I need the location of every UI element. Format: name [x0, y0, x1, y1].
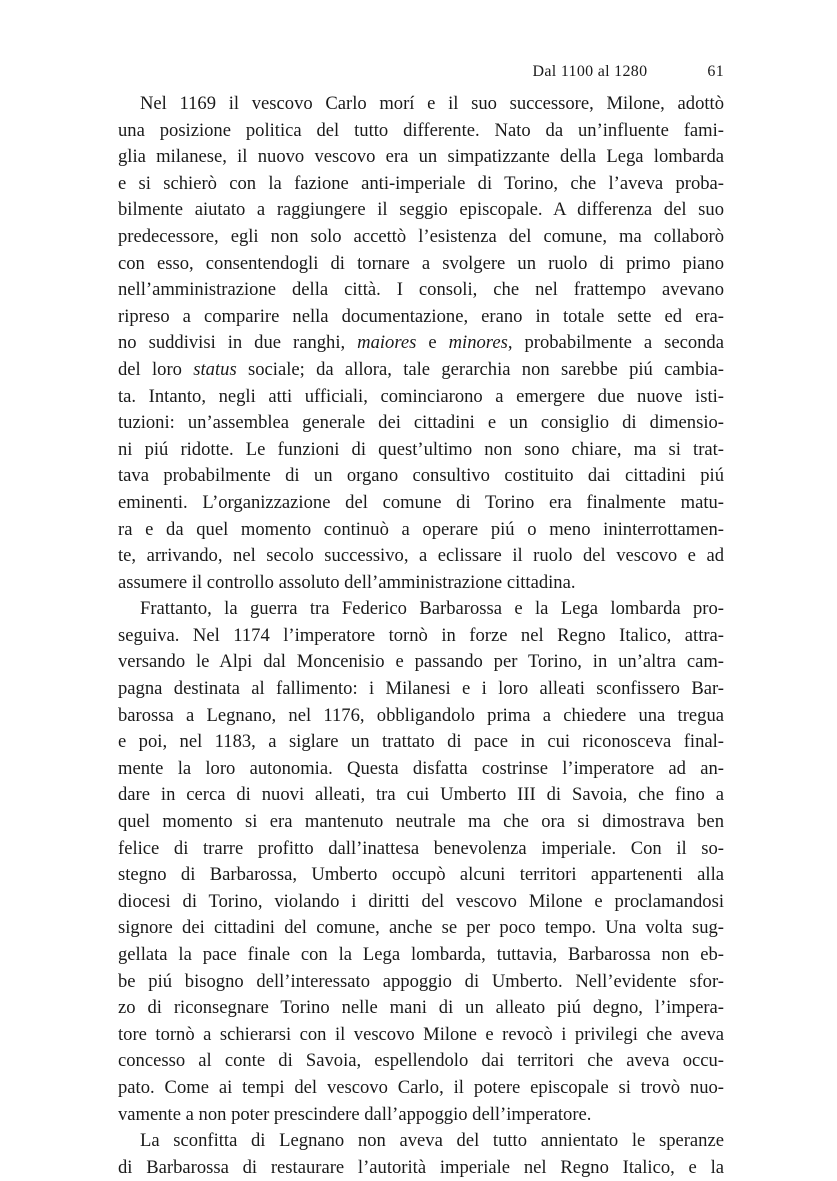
text-line: di Barbarossa di restaurare l’autorità imperiale nel Regno Italico, e la	[118, 1156, 724, 1178]
text-line: e si schierò con la fazione anti-imperiale di Torino, che l’aveva proba-	[118, 172, 724, 194]
paragraph	[118, 91, 724, 596]
text-line: dare in cerca di nuovi alleati, tra cui Umberto III di Savoia, che fino a	[118, 784, 724, 806]
text-line: mente la loro autonomia. Questa disfatta costrinse l’imperatore ad an-	[118, 757, 724, 779]
text-line: Nel 1169 il vescovo Carlo morí e il suo successore, Milone, adottò	[140, 93, 724, 114]
italic-term: minores	[448, 332, 508, 354]
text-line: tava probabilmente di un organo consultivo costituito dai cittadini piú	[118, 465, 724, 487]
text-line: gellata la pace finale con la Lega lombarda, tuttavia, Barbarossa non eb-	[118, 944, 724, 965]
text-line: pagna destinata al fallimento: i Milanesi e i loro alleati sconfissero Bar-	[118, 678, 724, 700]
text-line: nell’amministrazione della città. I consoli, che nel frattempo avevano	[118, 279, 724, 301]
italic-term: maiores	[357, 332, 417, 354]
text-line: eminenti. L’organizzazione del comune di Torino era finalmente matu-	[118, 491, 724, 513]
text-line: diocesi di Torino, violando i diritti del vescovo Milone e proclamandosi	[118, 890, 724, 912]
text-line: concesso al conte di Savoia, espellendolo dai territori che aveva occu-	[118, 1050, 724, 1072]
text-line: bilmente aiutato a raggiungere il seggio episcopale. A differenza del suo	[118, 199, 724, 221]
text-segment: sociale; da allora, tale gerarchia non sarebbe piú cambia-	[236, 358, 725, 380]
text-line: tuzioni: un’assemblea generale dei cittadini e un consiglio di dimensio-	[118, 412, 724, 434]
text-line: glia milanese, il nuovo vescovo era un simpatizzante della Lega lombarda	[118, 146, 724, 168]
text-line: pato. Come ai tempi del vescovo Carlo, il potere episcopale si trovò nuo-	[118, 1076, 724, 1098]
running-title: Dal 1100 al 1280	[532, 63, 648, 80]
text-line: assumere il controllo assoluto dell’amministrazione cittadina.	[118, 571, 576, 593]
text-line: una posizione politica del tutto differente. Nato da un’influente fami-	[118, 119, 724, 141]
italic-term: status	[193, 358, 237, 380]
text-line: quel momento si era mantenuto neutrale ma che ora si dimostrava ben	[118, 811, 724, 833]
text-line: ni piú ridotte. Le funzioni di quest’ultimo non sono chiare, ma si trat-	[118, 438, 724, 460]
running-head	[118, 63, 724, 85]
text-line: La sconfitta di Legnano non aveva del tutto annientato le speranze	[140, 1130, 724, 1152]
text-line: te, arrivando, nel secolo successivo, a eclissare il ruolo del vescovo e ad	[118, 545, 724, 567]
text-line: e poi, nel 1183, a siglare un trattato di pace in cui riconosceva final-	[118, 731, 724, 753]
text-line: be piú bisogno dell’interessato appoggio di Umberto. Nell’evidente sfor-	[118, 970, 724, 992]
book-page	[118, 63, 724, 1181]
text-line	[118, 330, 724, 357]
text-line: ripreso a comparire nella documentazione, erano in totale sette ed era-	[118, 305, 724, 327]
text-line: con esso, consentendogli di tornare a svolgere un ruolo di primo piano	[118, 252, 724, 274]
text-line: zo di riconsegnare Torino nelle mani di un alleato piú degno, l’impera-	[118, 997, 724, 1019]
text-segment: , probabilmente a seconda	[507, 332, 724, 354]
text-segment: del loro	[118, 358, 194, 380]
text-line: felice di trarre profitto dall’inattesa benevolenza imperiale. Con il so-	[118, 837, 724, 859]
text-segment: no suddivisi in due ranghi,	[118, 332, 358, 354]
text-segment: e	[416, 332, 449, 354]
text-line: seguiva. Nel 1174 l’imperatore tornò in forze nel Regno Italico, attra-	[118, 624, 724, 646]
text-line: Frattanto, la guerra tra Federico Barbarossa e la Lega lombarda pro-	[140, 598, 724, 620]
text-line: ra e da quel momento continuò a operare piú o meno ininterrottamen-	[118, 518, 724, 540]
paragraph	[118, 596, 724, 1128]
text-line: stegno di Barbarossa, Umberto occupò alcuni territori appartenenti alla	[118, 864, 724, 886]
text-line: predecessore, egli non solo accettò l’esistenza del comune, ma collaborò	[118, 225, 724, 247]
text-line: ta. Intanto, negli atti ufficiali, cominciarono a emergere due nuove isti-	[118, 385, 724, 407]
body-text	[118, 91, 724, 1181]
paragraph	[118, 1128, 724, 1181]
text-line: signore dei cittadini del comune, anche se per poco tempo. Una volta sug-	[118, 917, 724, 939]
page-number: 61	[707, 63, 724, 80]
text-line	[118, 357, 724, 384]
text-line: barossa a Legnano, nel 1176, obbligandolo prima a chiedere una tregua	[118, 704, 724, 726]
text-line: versando le Alpi dal Moncenisio e passando per Torino, in un’altra cam-	[118, 651, 724, 673]
text-line: vamente a non poter prescindere dall’appoggio dell’imperatore.	[118, 1103, 592, 1125]
text-line: tore tornò a schierarsi con il vescovo Milone e revocò i privilegi che aveva	[118, 1023, 724, 1045]
